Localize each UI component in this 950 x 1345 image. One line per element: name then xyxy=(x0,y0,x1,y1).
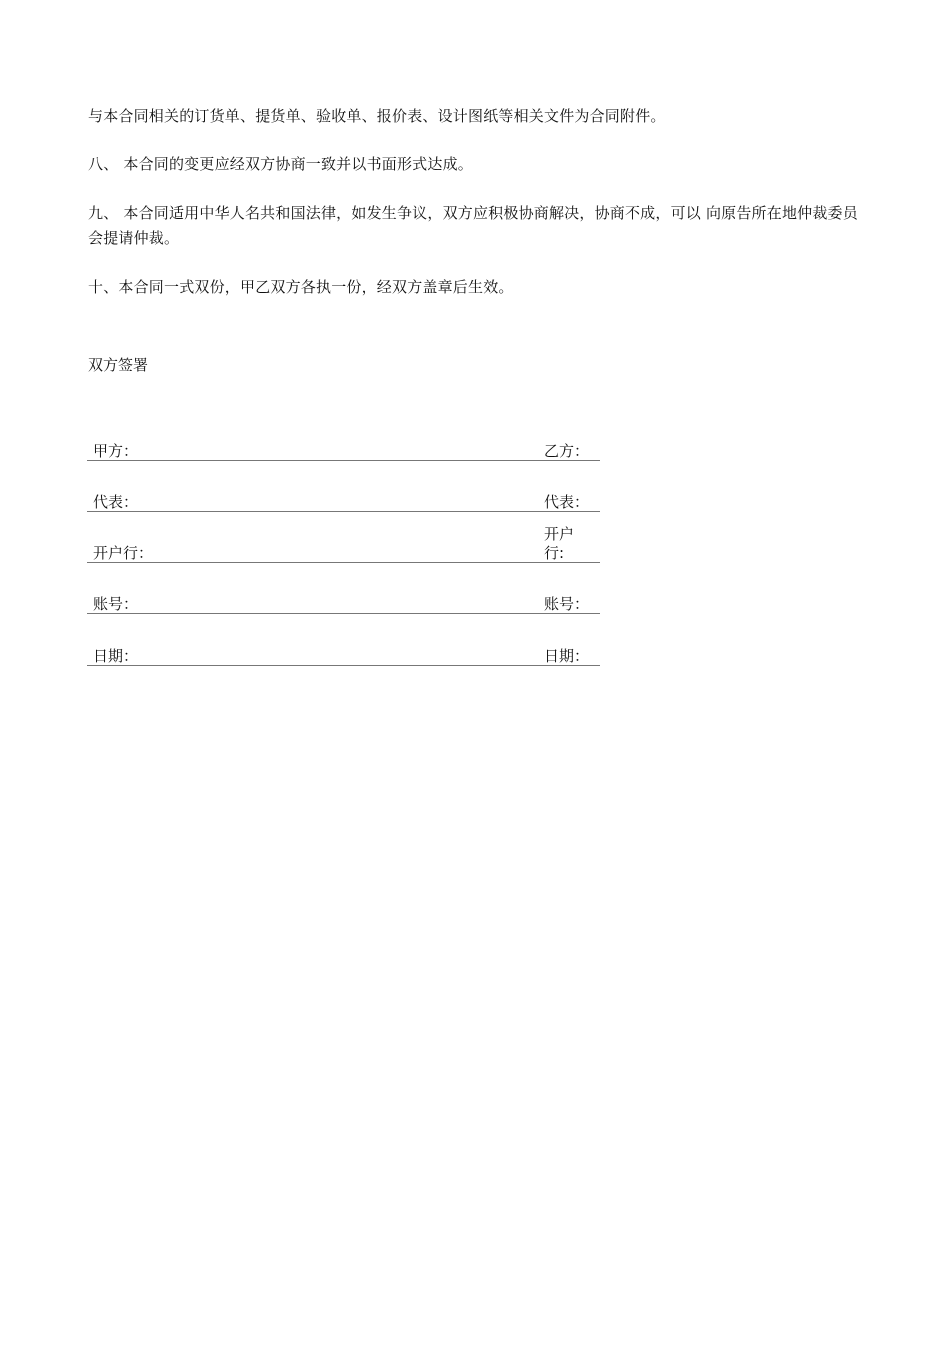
party-a-label: 甲方： xyxy=(93,442,139,460)
signature-heading: 双方签署 xyxy=(88,356,149,374)
signature-row-account xyxy=(87,563,600,614)
paragraph-article-10: 十、本合同一式双份，甲乙双方各执一份，经双方盖章后生效。 xyxy=(88,278,514,296)
party-a-representative-label: 代表： xyxy=(93,493,139,511)
signature-table xyxy=(87,430,600,666)
party-a-bank-label: 开户行： xyxy=(93,544,154,562)
party-a-date-label: 日期： xyxy=(93,647,139,665)
paragraph-attachments: 与本合同相关的订货单、提货单、验收单、报价表、设计图纸等相关文件为合同附件。 xyxy=(88,107,666,125)
signature-row-party xyxy=(87,430,600,461)
signature-row-date xyxy=(87,614,600,666)
paragraph-article-9: 九、 本合同适用中华人名共和国法律，如发生争议，双方应积极协商解决，协商不成，可以 向原告所在地仲裁委员会提请仲裁。 xyxy=(88,204,858,247)
paragraph-article-8: 八、 本合同的变更应经双方协商一致并以书面形式达成。 xyxy=(88,155,473,173)
signature-row-bank xyxy=(87,512,600,563)
party-b-bank-label: 开户行: xyxy=(544,525,575,562)
party-a-account-label: 账号： xyxy=(93,595,139,613)
party-b-representative-label: 代表： xyxy=(544,493,590,511)
party-b-label: 乙方： xyxy=(544,442,590,460)
signature-row-representative xyxy=(87,461,600,512)
party-b-account-label: 账号： xyxy=(544,595,590,613)
party-b-date-label: 日期： xyxy=(544,647,590,665)
